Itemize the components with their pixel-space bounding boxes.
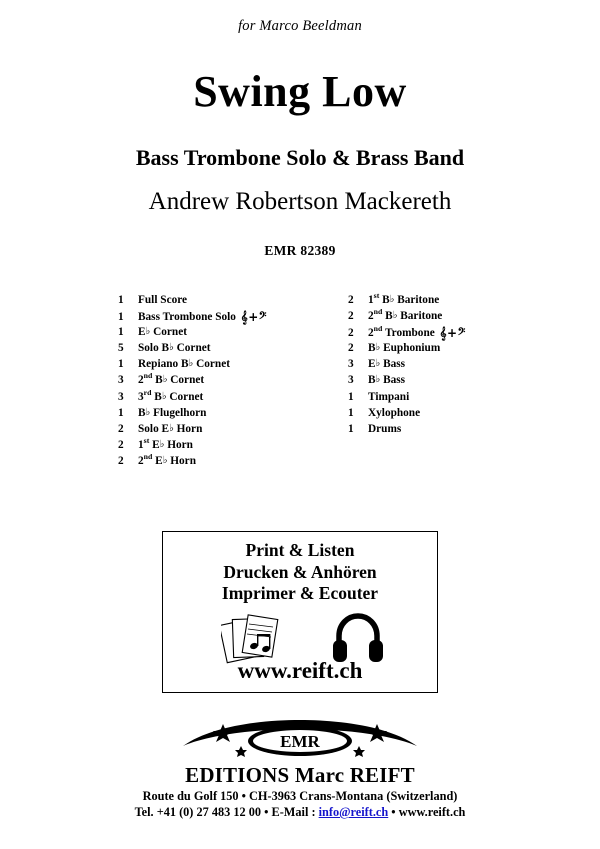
item-quantity: 3: [348, 358, 354, 371]
print-listen-de: Drucken & Anhören: [223, 561, 377, 582]
item-label: Repiano B♭ Cornet: [138, 358, 230, 371]
item-label: 3rd B♭ Cornet: [138, 387, 204, 403]
list-item: [118, 372, 288, 388]
instrumentation-subtitle: Bass Trombone Solo & Brass Band: [135, 145, 465, 170]
item-label: Xylophone: [368, 406, 421, 419]
item-quantity: 1: [118, 311, 124, 324]
item-label: B♭ Euphonium: [368, 342, 441, 355]
list-item: [348, 421, 518, 437]
item-quantity: 2: [348, 342, 354, 355]
list-item: [348, 324, 518, 340]
list-item: [118, 421, 288, 437]
item-quantity: 1: [348, 390, 354, 403]
item-quantity: 2: [348, 327, 354, 340]
clef-icons: 𝄞+𝄢: [434, 326, 466, 341]
list-item: [118, 356, 288, 372]
list-item: [348, 372, 518, 388]
item-quantity: 1: [348, 406, 354, 419]
list-item: [348, 340, 518, 356]
email-link[interactable]: info@reift.ch: [318, 805, 389, 819]
item-label: 2nd B♭ Baritone: [368, 307, 443, 323]
item-label: Full Score: [138, 294, 188, 306]
print-and-listen-headings: [163, 540, 437, 605]
list-item: [348, 292, 518, 308]
catalog-number: EMR 82389: [264, 243, 336, 258]
item-quantity: 3: [118, 390, 124, 403]
item-quantity: 2: [348, 294, 354, 306]
item-quantity: 2: [348, 310, 354, 323]
item-quantity: 1: [118, 294, 124, 306]
item-label: 2nd B♭ Cornet: [138, 371, 205, 387]
item-label: B♭ Bass: [368, 374, 406, 387]
list-item: [118, 453, 288, 469]
item-quantity: 1: [118, 326, 124, 339]
item-label: 1st B♭ Baritone: [368, 291, 440, 306]
website-url[interactable]: www.reift.ch: [237, 658, 363, 683]
emr-logo: [0, 716, 600, 760]
contact-prefix: Tel. +41 (0) 27 483 12 00 • E-Mail :: [134, 805, 319, 819]
list-item: [118, 292, 288, 308]
composer-name: Andrew Robertson Mackereth: [148, 188, 452, 215]
item-quantity: 2: [118, 454, 124, 467]
dedication-line: for Marco Beeldman: [238, 18, 362, 34]
item-label: E♭ Cornet: [138, 326, 187, 339]
item-quantity: 2: [118, 422, 124, 435]
contact-suffix: • www.reift.ch: [388, 805, 466, 819]
list-item: [118, 324, 288, 340]
item-label: Drums: [368, 422, 402, 435]
item-label: 1st E♭ Horn: [138, 436, 193, 451]
publisher-contact: [0, 805, 600, 820]
list-item: [118, 437, 288, 453]
item-label: Bass Trombone Solo 𝄞+𝄢: [138, 310, 267, 325]
item-quantity: 1: [348, 422, 354, 435]
list-item: [118, 389, 288, 405]
item-quantity: 3: [118, 374, 124, 387]
clef-icons: 𝄞+𝄢: [235, 310, 267, 325]
instrumentation-column-right: [348, 292, 518, 469]
print-listen-en: Print & Listen: [245, 540, 355, 560]
item-label: 2nd Trombone 𝄞+𝄢: [368, 324, 466, 341]
item-quantity: 5: [118, 342, 124, 355]
list-item: [118, 340, 288, 356]
item-label: E♭ Bass: [368, 358, 406, 371]
item-quantity: 2: [118, 438, 124, 451]
print-and-listen-box: [162, 531, 438, 693]
item-label: B♭ Flugelhorn: [138, 406, 207, 419]
svg-text:EMR: EMR: [280, 732, 320, 751]
list-item: [348, 389, 518, 405]
item-label: Timpani: [368, 390, 410, 403]
instrumentation-list: [118, 292, 518, 469]
item-quantity: 1: [118, 406, 124, 419]
item-label: Solo E♭ Horn: [138, 422, 203, 435]
print-listen-fr: Imprimer & Ecouter: [221, 583, 379, 603]
list-item: [348, 308, 518, 324]
item-quantity: 1: [118, 358, 124, 371]
publisher-address: Route du Golf 150 • CH-3963 Crans-Montana (Switzerland): [142, 789, 458, 803]
list-item: [348, 356, 518, 372]
list-item: [118, 308, 288, 324]
page-title: Swing Low: [193, 67, 407, 116]
instrumentation-column-left: [118, 292, 288, 469]
list-item: [118, 405, 288, 421]
item-quantity: 3: [348, 374, 354, 387]
item-label: Solo B♭ Cornet: [138, 342, 211, 355]
list-item: [348, 405, 518, 421]
item-label: 2nd E♭ Horn: [138, 452, 196, 467]
publisher-name: EDITIONS Marc REIFT: [185, 763, 415, 787]
